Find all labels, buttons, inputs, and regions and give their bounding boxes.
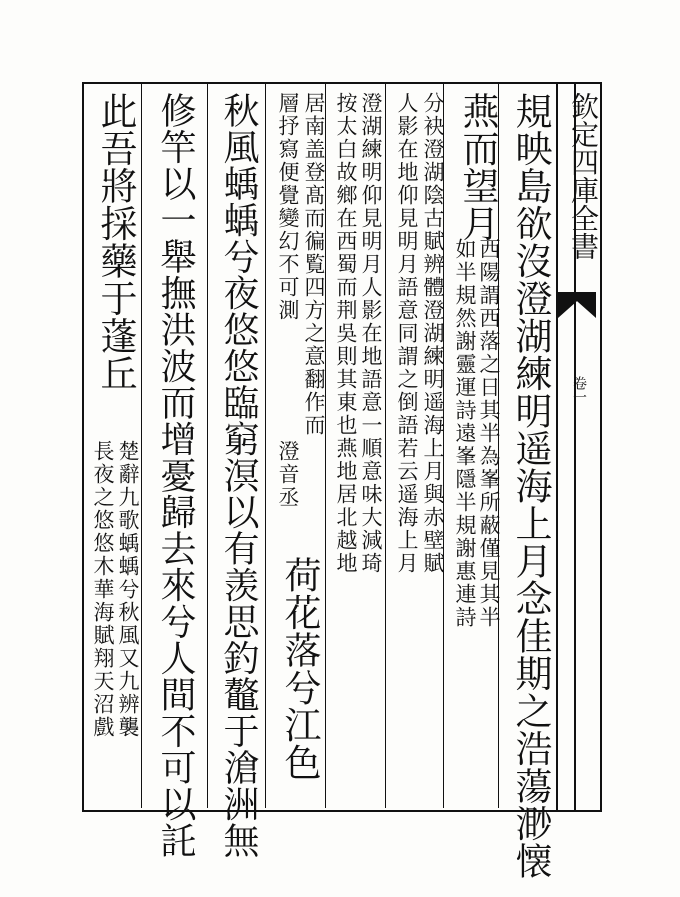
column-9-main: 此吾將採藥于蓬丘	[94, 92, 137, 392]
column-5-commentary-left: 按太白故鄉在西蜀而荆吳則其東也燕地居北越地	[334, 92, 358, 575]
column-9-commentary-right: 楚辭九歌蝺蝺兮秋風又九辨襲	[116, 440, 140, 739]
column-4-commentary-right: 分袂澄湖陰古賦辨體澄湖練明遥海上月與赤壁賦	[421, 92, 445, 575]
divider	[265, 84, 266, 808]
column-6-commentary-right: 居南盖登髙而徧覧四方之意翻作而	[302, 92, 326, 437]
banner-title: 欽定四庫全書	[567, 92, 600, 260]
column-4-commentary-left: 人影在地仰見明月語意同謂之倒語若云遥海上月	[395, 92, 419, 575]
column-3-commentary-right: 西陽謂西落之日其半為峯所蔽僅見其半	[477, 238, 501, 629]
column-2: 燕而望月	[456, 92, 499, 242]
divider	[207, 84, 208, 808]
column-8: 修竿以一舉撫洪波而增憂歸去來兮人間不可以託	[155, 92, 196, 859]
column-7: 秋風蝺蝺兮夜悠悠臨窮溟以有羡思釣鼇于滄洲無	[218, 92, 259, 859]
column-6-main: 荷花落兮江色	[278, 556, 321, 781]
column-3-commentary-left: 如半規然謝靈運詩遠峯隱半規謝惠連詩	[453, 238, 477, 629]
column-6-note: 澄音丞	[276, 440, 300, 509]
column-9-commentary-left: 長夜之悠悠木華海賦翔天沼戲	[91, 440, 115, 739]
column-1: 規映島欲沒澄湖練明遥海上月念佳期之浩蕩渺懐	[509, 92, 552, 880]
volume-label: 卷一	[571, 376, 587, 404]
column-6-commentary-left: 層抒寫便覺變幻不可測	[276, 92, 300, 322]
column-5-commentary-right: 澄湖練明仰見明月人影在地語意一順意味大減琦	[359, 92, 383, 575]
